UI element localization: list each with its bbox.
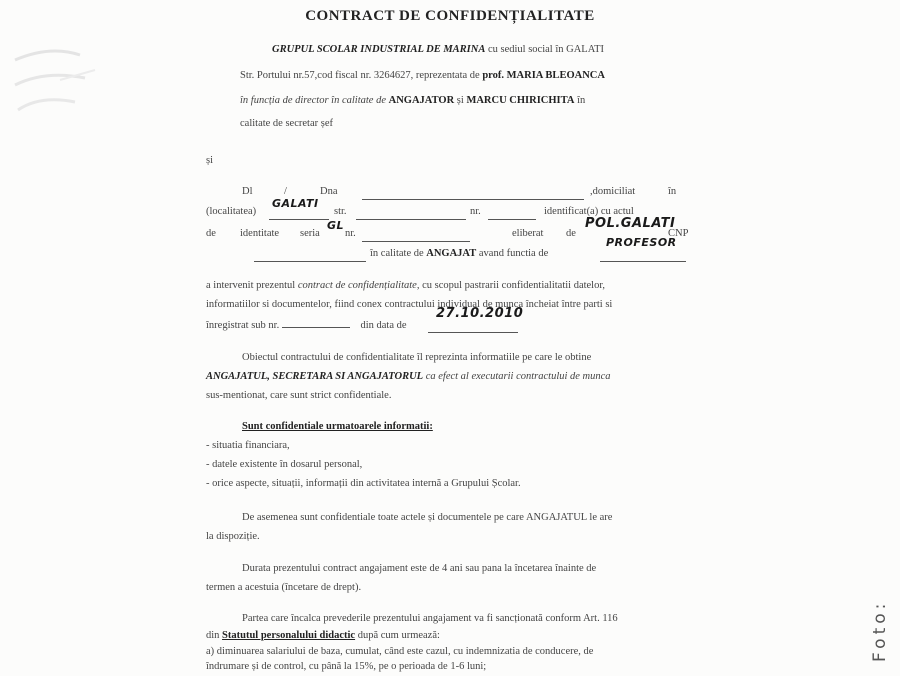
field-nr: nr. <box>470 206 481 217</box>
handwritten-series: GL <box>327 219 345 232</box>
margin-smudge-graphic <box>10 40 100 150</box>
para4-line-1: Durata prezentului contract angajament este de 4 ani sau pana la încetarea înainte de <box>242 563 597 574</box>
para2-line-3: sus-mentionat, care sunt strict confidentiale. <box>206 390 392 401</box>
intro-line-4: calitate de secretar șef <box>240 118 333 129</box>
para2-line-1: Obiectul contractului de confidentialitate îl reprezinta informatiile pe care le obtine <box>242 352 592 363</box>
org-seat: cu sediul social în GALATI <box>487 44 605 55</box>
field-nr: nr. <box>345 228 356 239</box>
director-name: MARIA BLEOANCA <box>506 70 605 81</box>
intro-text: în <box>577 95 586 106</box>
cnp-blank <box>254 249 366 267</box>
confidential-heading: Sunt confidentiale urmatoarele informatii: <box>242 421 433 432</box>
field-slash: / <box>284 186 287 197</box>
handwritten-position: PROFESOR <box>606 236 677 249</box>
field-in: în <box>668 186 677 197</box>
handwritten-city: GALATI <box>272 197 319 210</box>
watermark-text: Foto: <box>870 599 890 662</box>
field-eliberat: eliberat <box>512 228 544 239</box>
para5-line-1: Partea care încalca prevederile prezentului angajament va fi sancționată conform Art. 116 <box>242 613 618 624</box>
list-item: - datele existente în dosarul personal, <box>206 459 363 470</box>
contract-name: contract de confidențialitate, <box>297 280 420 291</box>
org-name: GRUPUL SCOLAR INDUSTRIAL DE MARINA <box>272 44 486 55</box>
para4-line-2: termen a acestuia (încetare de drept). <box>206 582 362 593</box>
para5-line-3: a) diminuarea salariului de baza, cumulat, când este cazul, cu indemnizatia de conducere, de <box>206 646 594 657</box>
page-title: CONTRACT DE CONFIDENȚIALITATE <box>305 8 595 24</box>
director-prefix: prof. <box>482 70 505 81</box>
photo-credit-watermark <box>866 552 896 662</box>
para-text: din data de <box>360 320 407 331</box>
statute-name: Statutul personalului didactic <box>222 630 356 641</box>
secretary-name: MARCU CHIRICHITA <box>466 95 575 106</box>
para1-line-3 <box>206 318 407 331</box>
para1-line-2: informatiilor si documentelor, fiind conex contractului individual de munca încheiat între parti si <box>206 299 613 310</box>
field-domiciliat: ,domiciliat <box>590 186 636 197</box>
employee-label: ANGAJAT <box>426 248 477 259</box>
para5-line-2 <box>206 630 440 641</box>
intro-text: Str. Portului nr.57,cod fiscal nr. 3264627, reprezentata de <box>240 70 480 81</box>
intro-text: în funcția de director în calitate de <box>240 95 386 106</box>
id-number-blank <box>362 229 470 247</box>
intro-line-1 <box>272 44 604 55</box>
para-text: din <box>206 630 220 641</box>
para-text: ca efect al executarii contractului de munca <box>425 371 611 382</box>
field-identitate: identitate <box>240 228 280 239</box>
list-item: - situatia financiara, <box>206 440 290 451</box>
intro-line-2 <box>240 70 605 81</box>
field-localitatea: (localitatea) <box>206 206 257 217</box>
para5-line-4: îndrumare și de control, cu până la 15%, pe o perioada de 1-6 luni; <box>206 661 487 672</box>
number-blank <box>488 207 536 225</box>
para-text: cu scopul pastrarii confidentialitatii datelor, <box>422 280 606 291</box>
registration-blank <box>282 318 350 328</box>
para-text: înregistrat sub nr. <box>206 320 280 331</box>
para-text: după cum urmează: <box>357 630 440 641</box>
list-item: - orice aspecte, situații, informații din activitatea internă a Grupului Școlar. <box>206 478 521 489</box>
field-identificat: identificat(a) cu actul <box>544 206 634 217</box>
field-str: str. <box>334 206 347 217</box>
field-seria: seria <box>300 228 320 239</box>
para3-line-1: De asemenea sunt confidentiale toate actele și documentele pe care ANGAJATUL le are <box>242 512 613 523</box>
field-dl: Dl <box>242 186 253 197</box>
para-text: a intervenit prezentul <box>206 280 296 291</box>
intro-line-3 <box>240 95 585 106</box>
role-text: în calitate de <box>370 248 424 259</box>
para3-line-2: la dispoziție. <box>206 531 260 542</box>
field-de: de <box>566 228 576 239</box>
name-blank <box>362 187 584 205</box>
role-text: avand functia de <box>478 248 549 259</box>
handwritten-issuer: POL.GALATI <box>585 216 676 231</box>
employer-label: ANGAJATOR <box>388 95 455 106</box>
para1-line-1 <box>206 280 605 291</box>
field-row4 <box>370 248 548 259</box>
handwritten-date: 27.10.2010 <box>436 306 524 321</box>
position-blank <box>600 249 686 267</box>
and-text: și <box>456 95 464 106</box>
parties-label: ANGAJATUL, SECRETARA SI ANGAJATORUL <box>206 371 424 382</box>
field-cnp: CNP <box>668 228 689 239</box>
field-dna: Dna <box>320 186 338 197</box>
field-de: de <box>206 228 216 239</box>
street-blank <box>356 207 466 225</box>
para2-line-2 <box>206 371 611 382</box>
si-text: și <box>206 155 214 166</box>
date-blank <box>428 320 518 338</box>
